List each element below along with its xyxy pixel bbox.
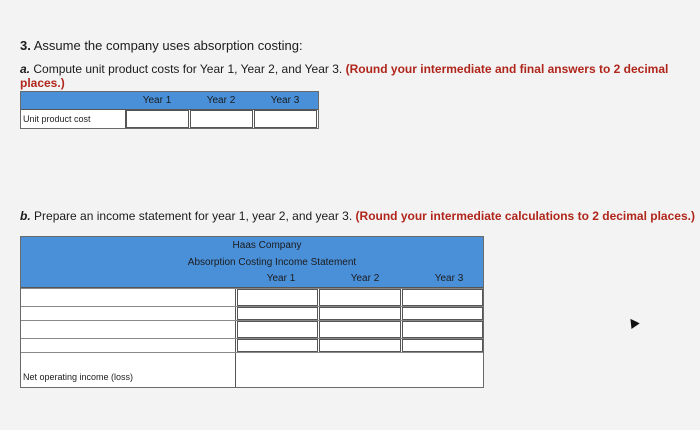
- year-3-input[interactable]: [402, 339, 483, 352]
- year-3-input[interactable]: [402, 307, 483, 320]
- year-2-input[interactable]: [319, 289, 400, 306]
- col-year-1: Year 1: [142, 95, 172, 106]
- unit-cost-year-2-input[interactable]: [190, 110, 253, 128]
- row-label-input[interactable]: [21, 289, 236, 306]
- unit-cost-year-1-input[interactable]: [126, 110, 189, 128]
- year-1-input[interactable]: [237, 289, 318, 306]
- year-1-input[interactable]: [237, 321, 318, 338]
- table-header: [21, 237, 483, 288]
- year-1-input[interactable]: [237, 307, 318, 320]
- table-header: [21, 92, 318, 110]
- year-3-input[interactable]: [402, 289, 483, 306]
- year-2-input[interactable]: [319, 307, 400, 320]
- table-row: [21, 110, 318, 128]
- year-2-input[interactable]: [319, 339, 400, 352]
- row-label-input[interactable]: [21, 321, 236, 338]
- year-1-input[interactable]: [237, 339, 318, 352]
- mouse-cursor-icon: [626, 316, 639, 329]
- income-statement-table: [20, 236, 484, 388]
- part-a-prompt: a. Compute unit product costs for Year 1, Year 2, and Year 3. (Round your intermediate and final answers to 2 decimal places.): [20, 62, 669, 90]
- year-3-input[interactable]: [402, 321, 483, 338]
- unit-cost-year-3-input[interactable]: [254, 110, 317, 128]
- col-year-3: Year 3: [434, 273, 464, 284]
- col-year-1: Year 1: [266, 273, 296, 284]
- unit-cost-table: [20, 91, 319, 129]
- part-b-prompt: b. Prepare an income statement for year 1, year 2, and year 3. (Round your intermediate calculations to 2 decimal places.): [20, 209, 695, 223]
- company-name: Haas Company: [232, 240, 302, 251]
- col-year-3: Year 3: [270, 95, 300, 106]
- net-operating-income-label: Net operating income (loss): [21, 353, 236, 387]
- year-2-input[interactable]: [319, 321, 400, 338]
- table-row: [21, 288, 483, 306]
- table-row: [21, 320, 483, 338]
- row-label: Unit product cost: [21, 110, 126, 128]
- col-year-2: Year 2: [350, 273, 380, 284]
- table-row: [21, 338, 483, 352]
- row-label-input[interactable]: [21, 307, 236, 320]
- question-title: 3. Assume the company uses absorption costing:: [20, 38, 303, 53]
- row-label-input[interactable]: [21, 339, 236, 352]
- col-year-2: Year 2: [206, 95, 236, 106]
- statement-title: Absorption Costing Income Statement: [187, 257, 357, 268]
- table-row: [21, 306, 483, 320]
- table-row: [21, 352, 483, 387]
